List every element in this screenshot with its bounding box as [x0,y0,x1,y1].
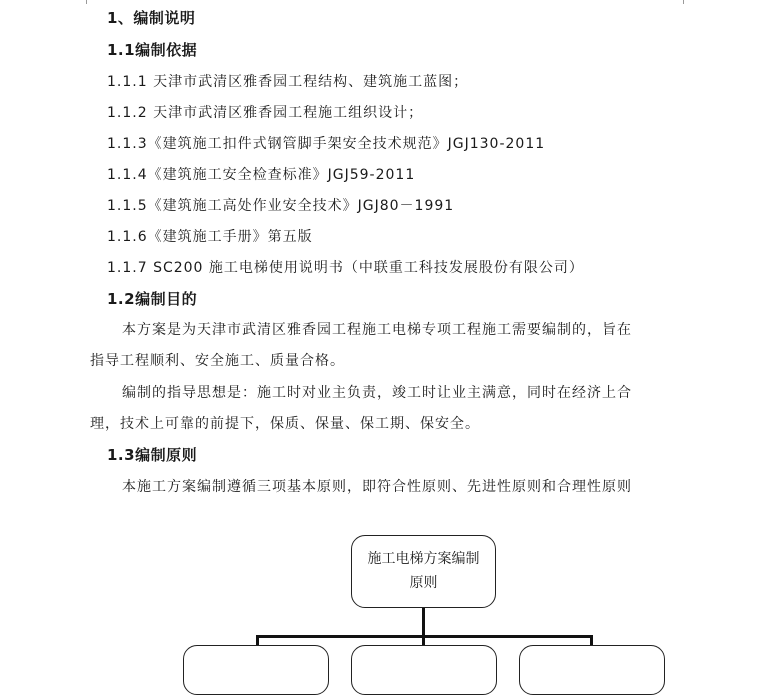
section-1-2-title: 1.2编制目的 [107,290,198,308]
basis-item-5: 1.1.5《建筑施工高处作业安全技术》JGJ80－1991 [107,198,455,214]
page-corner-mark-left [64,0,87,4]
basis-item-6: 1.1.6《建筑施工手册》第五版 [107,229,313,245]
diagram-connector-vertical-root [422,608,425,637]
diagram-child-box-left [183,645,329,695]
purpose-paragraph-2-line-1: 编制的指导思想是：施工时对业主负责，竣工时让业主满意，同时在经济上合 [122,385,632,401]
basis-item-7: 1.1.7 SC200 施工电梯使用说明书（中联重工科技发展股份有限公司） [107,260,584,276]
diagram-child-box-right [519,645,665,695]
basis-item-4: 1.1.4《建筑施工安全检查标准》JGJ59-2011 [107,167,416,183]
section-1-title: 1、编制说明 [107,9,196,27]
basis-item-3: 1.1.3《建筑施工扣件式钢管脚手架安全技术规范》JGJ130-2011 [107,136,546,152]
diagram-root-box [351,535,496,608]
diagram-root-label-line-2: 原则 [409,575,438,591]
purpose-paragraph-1-line-1: 本方案是为天津市武清区雅香园工程施工电梯专项工程施工需要编制的，旨在 [122,322,632,338]
basis-item-1: 1.1.1 天津市武清区雅香园工程结构、建筑施工蓝图； [107,74,469,90]
page-corner-mark-right [683,0,706,4]
basis-item-2: 1.1.2 天津市武清区雅香园工程施工组织设计； [107,105,424,121]
purpose-paragraph-1-line-2: 指导工程顺利、安全施工、质量合格。 [90,353,345,369]
section-1-3-title: 1.3编制原则 [107,446,198,464]
purpose-paragraph-2-line-2: 理，技术上可靠的前提下，保质、保量、保工期、保安全。 [90,416,480,432]
diagram-root-label-line-1: 施工电梯方案编制 [367,551,480,567]
principle-line: 本施工方案编制遵循三项基本原则，即符合性原则、先进性原则和合理性原则 [122,479,632,495]
diagram-child-box-middle [351,645,497,695]
section-1-1-title: 1.1编制依据 [107,41,198,59]
